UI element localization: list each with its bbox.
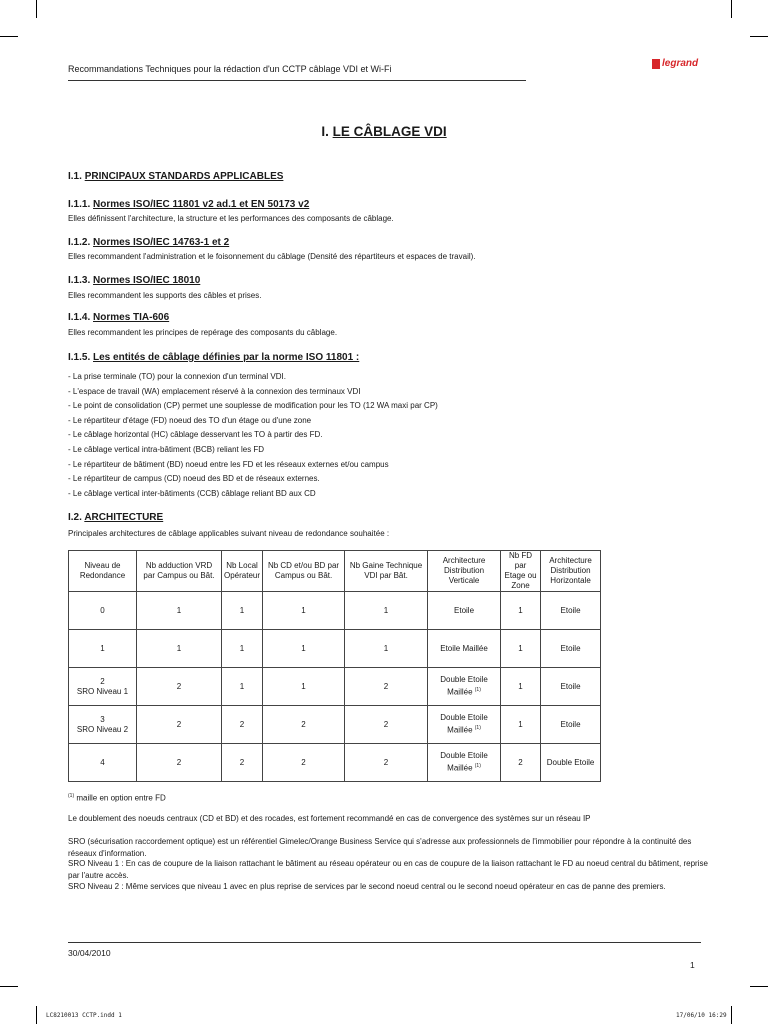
crop-mark [0, 986, 18, 987]
table-cell: 2 [501, 744, 541, 782]
column-header: Nb Local Opérateur [222, 551, 263, 592]
table-cell: 1 [222, 592, 263, 630]
paragraph-sro-level-2: SRO Niveau 2 : Même services que niveau 1 avec en plus reprise de services par le second noeud central ou le second noeud opérateur en cas de panne des premiers. [68, 882, 666, 891]
crop-mark [0, 36, 18, 37]
table-cell: 1 [345, 592, 428, 630]
section-heading-1-1-2 [68, 237, 229, 248]
table-cell: 1 [501, 706, 541, 744]
crop-mark [731, 0, 732, 18]
section-number: I.1.4. [68, 312, 94, 323]
level-cell: 4 [69, 744, 137, 782]
section-number: I.2. [68, 512, 85, 523]
section-text-1-1-1: Elles définissent l'architecture, la structure et les performances des composants de câblage. [68, 214, 394, 223]
section-heading-1-1-4 [68, 312, 169, 323]
legrand-logo-icon [652, 59, 660, 69]
table-cell: 2 [222, 744, 263, 782]
table-cell: 2 [263, 706, 345, 744]
crop-mark [36, 0, 37, 18]
column-header: Nb FD par Etage ou Zone [501, 551, 541, 592]
table-cell: Etoile [541, 630, 601, 668]
column-header: Architecture Distribution Horizontale [541, 551, 601, 592]
section-number: I.1.5. [68, 352, 94, 363]
section-heading-1-1-5 [68, 352, 359, 363]
list-item: - Le répartiteur de bâtiment (BD) noeud entre les FD et les réseaux externes et/ou campus [68, 459, 389, 469]
level-cell: 2 SRO Niveau 1 [69, 668, 137, 706]
section-heading-1-1-3 [68, 275, 200, 286]
table-cell: Etoile [541, 668, 601, 706]
list-item: - Le câblage horizontal (HC) câblage desservant les TO à partir des FD. [68, 430, 323, 440]
section-title: Normes TIA-606 [93, 312, 170, 323]
page-number: 1 [690, 960, 695, 970]
section-number: I.1.2. [68, 237, 94, 248]
section-title: Normes ISO/IEC 14763-1 et 2 [93, 237, 230, 248]
list-item: - Le répartiteur de campus (CD) noeud des BD et de réseaux externes. [68, 474, 320, 484]
table-cell: 1 [501, 592, 541, 630]
vertical-architecture-cell: Double Etoile Maillée $^{(1)}$ [428, 668, 501, 706]
paragraph-sro-level-1: SRO Niveau 1 : En cas de coupure de la liaison rattachant le bâtiment au réseau opérateur ou en cas de coupure de la liaison rattachant le FD au noeud central du bâtiment, reprise par l'autre accès. [68, 859, 708, 880]
vertical-architecture-cell: Etoile [428, 592, 501, 630]
table-cell: 1 [137, 592, 222, 630]
column-header: Architecture Distribution Verticale [428, 551, 501, 592]
section-text-1-1-2: Elles recommandent l'administration et le foisonnement du câblage (Densité des répartiteurs et espaces de travail). [68, 252, 476, 261]
table-cell: 1 [501, 668, 541, 706]
table-cell: 2 [137, 668, 222, 706]
section-title: PRINCIPAUX STANDARDS APPLICABLES [84, 171, 284, 182]
vertical-architecture-cell: Etoile Maillée [428, 630, 501, 668]
table-cell: Double Etoile [541, 744, 601, 782]
table-cell: 2 [345, 706, 428, 744]
list-item: - Le câblage vertical intra-bâtiment (BCB) reliant les FD [68, 444, 265, 454]
footer-rule [68, 942, 701, 943]
section-title: Normes ISO/IEC 11801 v2 ad.1 et EN 50173 v2 [93, 199, 310, 210]
table-row [69, 744, 601, 782]
table-footnote: $^{(1)}$ maille en option entre FD [68, 793, 166, 803]
architecture-intro: Principales architectures de câblage applicables suivant niveau de redondance souhaitée : [68, 529, 390, 538]
section-number: I.1.3. [68, 275, 94, 286]
table-cell: 1 [345, 630, 428, 668]
table-row [69, 668, 601, 706]
crop-mark [750, 986, 768, 987]
running-header: Recommandations Techniques pour la rédaction d'un CCTP câblage VDI et Wi-Fi [68, 64, 392, 74]
table-cell: 2 [222, 706, 263, 744]
section-heading-1-1 [68, 171, 283, 182]
column-header: Nb adduction VRD par Campus ou Bât. [137, 551, 222, 592]
column-header: Nb CD et/ou BD par Campus ou Bât. [263, 551, 345, 592]
table-cell: 1 [263, 592, 345, 630]
section-text-1-1-3: Elles recommandent les supports des câbles et prises. [68, 291, 262, 300]
list-item: - Le câblage vertical inter-bâtiments (CCB) câblage reliant BD aux CD [68, 488, 316, 498]
table-row [69, 630, 601, 668]
crop-mark [731, 1006, 732, 1024]
section-heading-1-2 [68, 512, 163, 523]
section-heading-1-1-1 [68, 199, 309, 210]
section-number: I.1.1. [68, 199, 94, 210]
architecture-table [68, 550, 601, 782]
column-header: Nb Gaine Technique VDI par Bât. [345, 551, 428, 592]
crop-mark [36, 1006, 37, 1024]
list-item: - Le point de consolidation (CP) permet une souplesse de modification pour les TO (12 WA maxi par CP) [68, 401, 438, 411]
table-cell: 1 [501, 630, 541, 668]
table-cell: 2 [345, 668, 428, 706]
print-slug-file: LC8210013 CCTP.indd 1 [46, 1012, 122, 1019]
vertical-architecture-cell: Double Etoile Maillée $^{(1)}$ [428, 744, 501, 782]
section-title: Les entités de câblage définies par la norme ISO 11801 : [93, 352, 360, 363]
column-header: Niveau de Redondance [69, 551, 137, 592]
table-cell: 2 [263, 744, 345, 782]
print-slug-timestamp: 17/06/10 16:29 [676, 1012, 727, 1019]
logo-text: legrand [662, 58, 699, 69]
table-cell: 2 [137, 744, 222, 782]
level-cell: 3 SRO Niveau 2 [69, 706, 137, 744]
table-cell: Etoile [541, 706, 601, 744]
table-cell: 1 [263, 630, 345, 668]
crop-mark [750, 36, 768, 37]
list-item: - L'espace de travail (WA) emplacement réservé à la connexion des terminaux VDI [68, 386, 361, 396]
section-number: I.1. [68, 171, 85, 182]
level-cell: 0 [69, 592, 137, 630]
vertical-architecture-cell: Double Etoile Maillée $^{(1)}$ [428, 706, 501, 744]
title-number: I. [321, 124, 333, 139]
table-row [69, 706, 601, 744]
paragraph-sro: SRO (sécurisation raccordement optique) est un référentiel Gimelec/Orange Business Service qui s'adresse aux professionnels de l'immobilier pour répondre à la continuité des réseaux d'information. [68, 837, 692, 858]
table-cell: 1 [222, 630, 263, 668]
table-cell: 1 [222, 668, 263, 706]
footer-date: 30/04/2010 [68, 948, 111, 958]
table-header-row [69, 551, 601, 592]
header-rule [68, 80, 526, 81]
level-cell: 1 [69, 630, 137, 668]
list-item: - La prise terminale (TO) pour la connexion d'un terminal VDI. [68, 372, 286, 381]
table-cell: 2 [137, 706, 222, 744]
section-title: Normes ISO/IEC 18010 [93, 275, 201, 286]
legrand-logo [652, 58, 698, 69]
table-cell: 1 [137, 630, 222, 668]
section-text-1-1-4: Elles recommandent les principes de repérage des composants du câblage. [68, 328, 338, 337]
section-title: ARCHITECTURE [84, 512, 164, 523]
table-cell: Etoile [541, 592, 601, 630]
page-title [0, 124, 768, 139]
list-item: - Le répartiteur d'étage (FD) noeud des TO d'un étage ou d'une zone [68, 415, 312, 425]
table-cell: 2 [345, 744, 428, 782]
cabling-entities-list [68, 370, 438, 501]
title-text: LE CÂBLAGE VDI [332, 124, 447, 139]
table-row [69, 592, 601, 630]
table-cell: 1 [263, 668, 345, 706]
paragraph-redundancy: Le doublement des noeuds centraux (CD et BD) et des rocades, est fortement recommandé en cas de convergence des systèmes sur un réseau IP [68, 814, 591, 823]
